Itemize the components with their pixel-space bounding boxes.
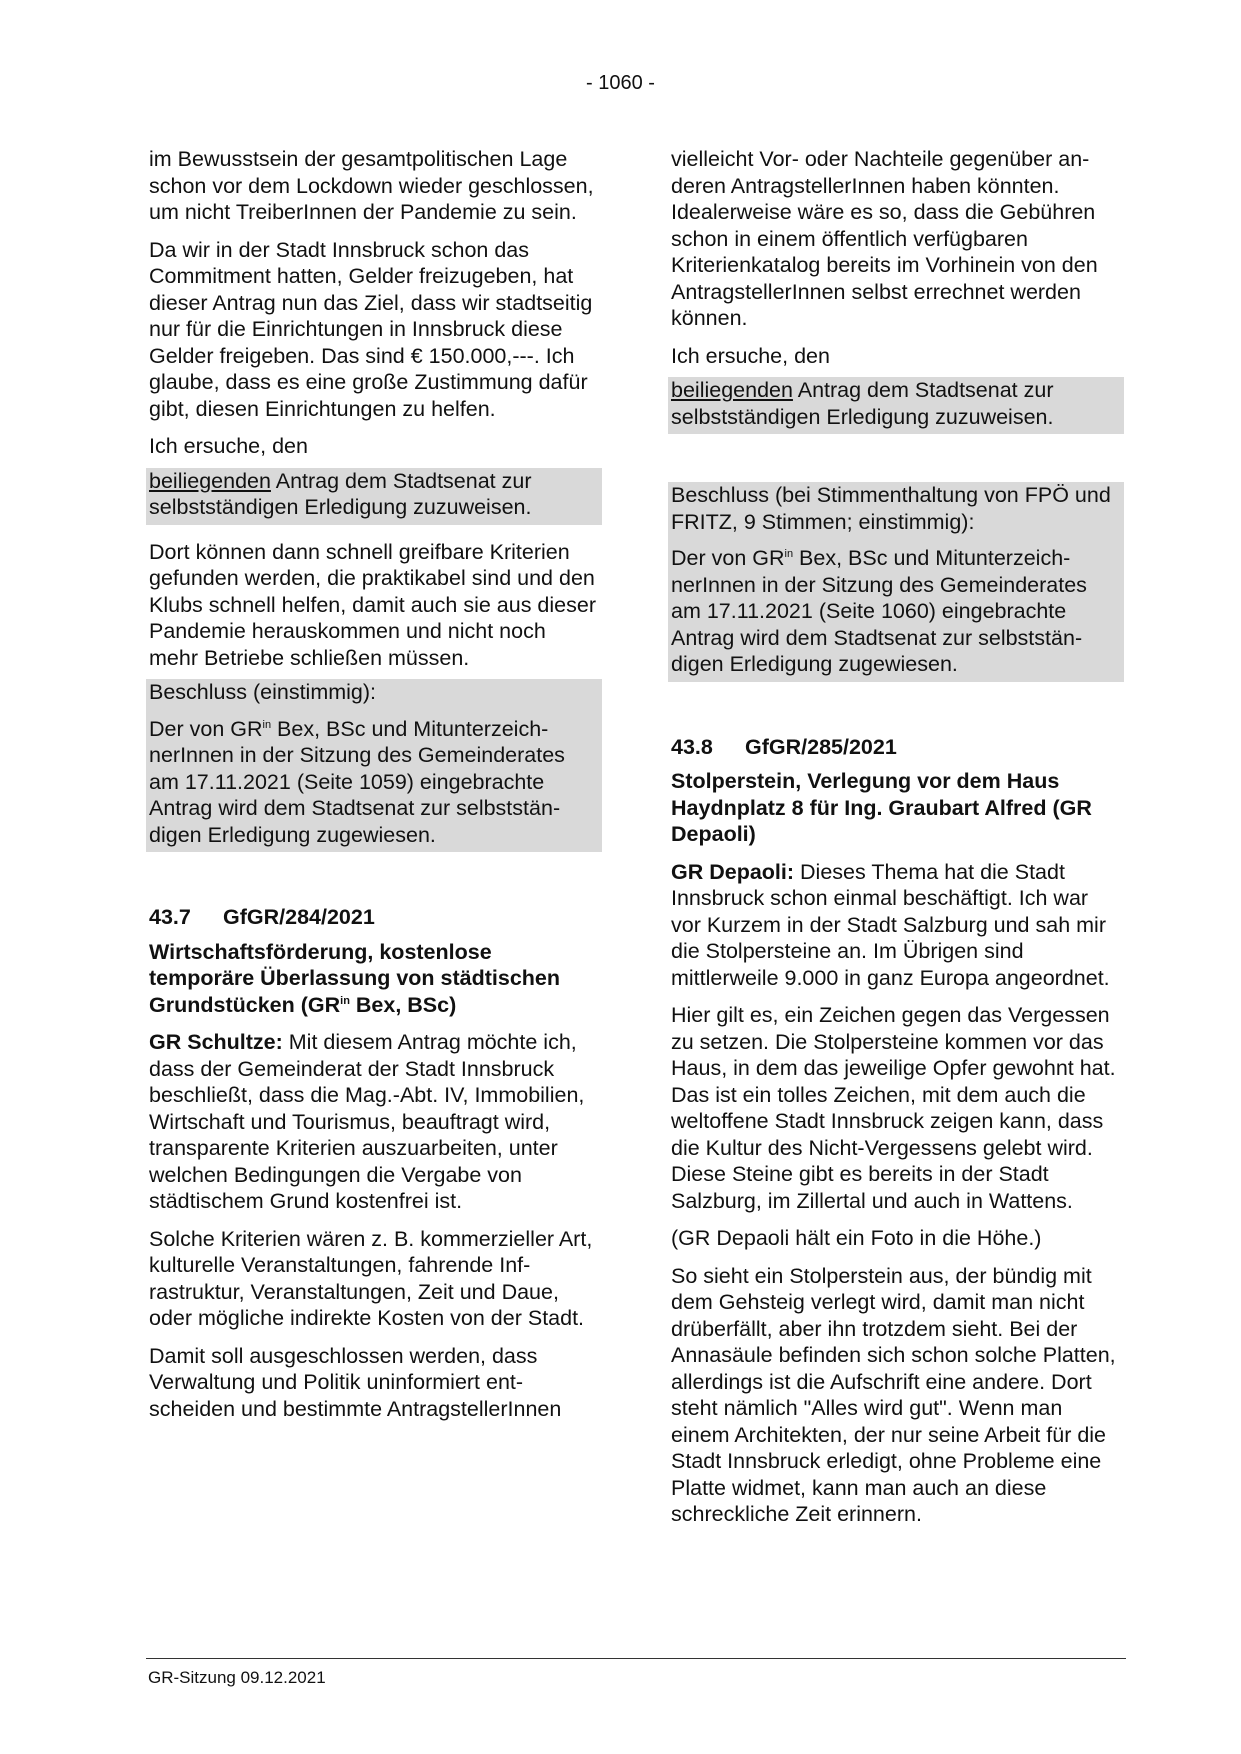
agenda-item-title-sup: in [340,994,350,1007]
footer-text: GR-Sitzung 09.12.2021 [148,1668,326,1687]
speech-paragraph: Hier gilt es, ein Zeichen gegen das Vergessen zu setzen. Die Stolpersteine kommen vor das Haus, in dem das jeweilige Opfer gewohnt hat. Das ist ein tolles Zeichen, mit dem auch die weltoffene Stadt Innsbruck zeigen kann, dass die Kultur des Nicht-Vergessens gelebt wird. Diese Steine gibt es bereits in der Stadt Salzburg, im Zillertal und auch in Wattens. [671,1003,1116,1213]
motion-text [146,468,602,525]
motion-rest: Antrag dem Stadtsenat zur selbstständigen Erledigung zuzuweisen. [149,468,532,519]
speech-paragraph: Solche Kriterien wären z. B. kommerzieller Art, kulturelle Veranstaltungen, fahrende Infrastruktur, Veranstaltungen, Zeit und Daue, oder mögliche indirekte Kosten von der Stadt. [149,1226,593,1330]
paragraph: vielleicht Vor- oder Nachteile gegenüber anderen AntragstellerInnen haben könnten. Idealerweise wäre es so, dass die Gebühren schon in einem öffentlich verfügbaren Kriterienkatalog bereits im Vorhinein von den AntragstellerInnen selbst errechnet werden können. [671,147,1098,330]
resolution-body: Bex, BSc und MitunterzeichnerInnen in der Sitzung des Gemeinderates am 17.11.2021 (Seite 1060) eingebrachte Antrag wird dem Stadtsenat zur selbstständigen Erledigung zugewiesen. [671,546,1087,676]
agenda-item-title [146,939,602,1019]
speech-text: Mit diesem Antrag möchte ich, dass der Gemeinderat der Stadt Innsbruck beschließt, dass die Mag.-Abt. IV, Immobilien, Wirtschaft und Tourismus, beauftragt wird, transparente Kriterien auszuarbeiten, unter welchen Bedingungen die Vergabe von städtischem Grund kostenfrei ist. [149,1030,585,1213]
paragraph: Ich ersuche, den [149,434,308,458]
motion-box [146,468,602,525]
speech-paragraph: (GR Depaoli hält ein Foto in die Höhe.) [671,1226,1042,1250]
paragraph: im Bewusstsein der gesamtpolitischen Lage schon vor dem Lockdown wieder geschlossen, um nicht TreiberInnen der Pandemie zu sein. [149,147,594,224]
resolution-box [668,482,1124,682]
resolution-pre: Der von GR [671,546,785,570]
motion-box [668,377,1124,434]
motion-rest: Antrag dem Stadtsenat zur selbstständigen Erledigung zuzuweisen. [671,378,1054,429]
speech-paragraph [668,859,1124,992]
right-column [668,146,1124,1539]
agenda-item-number: 43.8 [671,734,713,759]
footer-divider [146,1658,1126,1659]
agenda-item-title-pre: Wirtschaftsförderung, kostenlose temporäre Überlassung von städtischen Grundstücken (GR [149,939,560,1017]
page-number: - 1060 - [586,72,655,94]
agenda-item-title-post: Bex, BSc) [349,992,457,1017]
speech-paragraph [146,1029,602,1215]
motion-text [668,377,1124,434]
agenda-item-heading [146,904,602,931]
speaker-name: GR Schultze: [149,1030,283,1054]
resolution-heading: Beschluss (einstimmig): [149,680,376,704]
agenda-item-title: Stolperstein, Verlegung vor dem Haus Haydnplatz 8 für Ing. Graubart Alfred (GR Depaoli) [671,769,1092,846]
resolution-text [668,539,1124,682]
agenda-item-code: GfGR/284/2021 [223,905,375,929]
paragraph: Dort können dann schnell greifbare Kriterien gefunden werden, die praktikabel sind und den Klubs schnell helfen, damit auch sie aus dieser Pandemie herauskommen und nicht noch mehr Betriebe schließen müssen. [149,539,596,670]
paragraph: Da wir in der Stadt Innsbruck schon das Commitment hatten, Gelder freizugeben, hat dieser Antrag nun das Ziel, dass wir stadtseitig nur für die Einrichtungen in Innsbruck diese Gelder freigeben. Das sind € 150.000,---. Ich glaube, dass es eine große Zustimmung dafür gibt, diesen Einrichtungen zu helfen. [149,237,593,421]
agenda-item-code: GfGR/285/2021 [745,734,897,759]
speech-paragraph: Damit soll ausgeschlossen werden, dass Verwaltung und Politik uninformiert entscheiden und bestimmte AntragstellerInnen [149,1343,562,1421]
left-column [146,146,602,1433]
resolution-heading: Beschluss (bei Stimmenthaltung von FPÖ und FRITZ, 9 Stimmen; einstimmig): [671,483,1111,534]
resolution-body: Bex, BSc und MitunterzeichnerInnen in der Sitzung des Gemeinderates am 17.11.2021 (Seite 1059) eingebrachte Antrag wird dem Stadtsenat zur selbstständigen Erledigung zugewiesen. [149,716,565,847]
motion-underlined: beiliegenden [149,468,271,493]
resolution-text [146,710,602,853]
resolution-pre: Der von GR [149,716,263,741]
motion-underlined: beiliegenden [671,378,793,402]
speech-text: Dieses Thema hat die Stadt Innsbruck schon einmal beschäftigt. Ich war vor Kurzem in der Stadt Salzburg und sah mir die Stolpersteine an. Im Übrigen sind mittlerweile 9.000 in ganz Europa angeordnet. [671,859,1110,990]
resolution-sup: in [262,718,272,731]
speech-paragraph: So sieht ein Stolperstein aus, der bündig mit dem Gehsteig verlegt wird, damit man nicht drüberfällt, aber ihn trotzdem sieht. Bei der Annasäule befinden sich schon solche Platten, allerdings ist die Aufschrift eine andere. Dort steht nämlich "Alles wird gut". Wenn man einem Architekten, der nur seine Arbeit für die Stadt Innsbruck erledigt, ohne Probleme eine Platte widmet, kann man auch an diese schreckliche Zeit erinnern. [671,1263,1116,1526]
resolution-box [146,679,602,852]
paragraph: Ich ersuche, den [671,343,830,368]
resolution-sup: in [784,548,794,560]
agenda-item-number: 43.7 [149,905,191,929]
speaker-name: GR Depaoli: [671,859,795,884]
agenda-item-heading [668,734,1124,761]
